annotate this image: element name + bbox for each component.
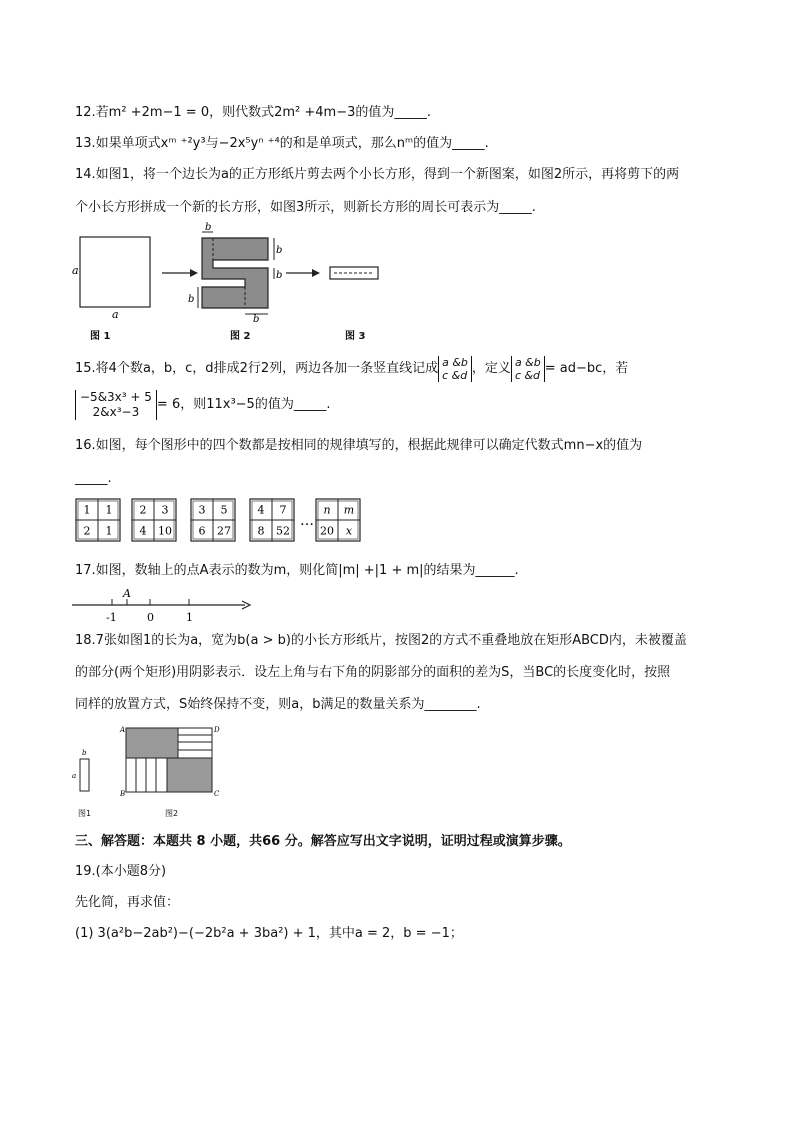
q15-text-c: = ad−bc，若 — [544, 361, 629, 376]
arrow-right-icon — [312, 269, 320, 277]
grid-cell: 52 — [276, 524, 290, 538]
grid-cell: 4 — [139, 524, 147, 538]
number-grids — [74, 497, 374, 549]
shaded-top-left — [126, 728, 178, 758]
number-grid — [250, 499, 294, 541]
question-19-title: 19.(本小题8分) — [75, 864, 167, 879]
svg-text:B: B — [120, 790, 126, 798]
svg-text:C: C — [214, 790, 220, 798]
grid-cell: 2 — [139, 503, 147, 517]
grid-cell: 3 — [198, 503, 206, 517]
svg-text:b: b — [205, 222, 212, 233]
q15-text-d: = 6，则11x³−5的值为_____. — [156, 397, 331, 412]
point-a-label: A — [123, 587, 131, 600]
question-18-line2: 的部分(两个矩形)用阴影表示．设左上角与右下角的阴影部分的面积的差为S，当BC的长度变化时，按照 — [75, 665, 671, 680]
question-12: 12.若m² +2m−1 = 0，则代数式2m² +4m−3的值为_____. — [75, 105, 432, 120]
svg-text:D: D — [214, 726, 220, 734]
tick-label-minus-1: -1 — [106, 611, 117, 624]
question-16-line1: 16.如图，每个图形中的四个数都是按相同的规律填写的，根据此规律可以确定代数式mn−x的值为 — [75, 438, 643, 453]
caption-fig2: 图 2 — [230, 331, 251, 342]
tick-label-1: 1 — [186, 611, 193, 624]
question-14-line1: 14.如图1，将一个边长为a的正方形纸片剪去两个小长方形，得到一个新图案，如图2所示，再将剪下的两 — [75, 167, 680, 182]
number-grid — [316, 499, 360, 541]
shaded-bottom-right — [167, 758, 212, 792]
number-line — [70, 585, 260, 625]
question-13: 13.如果单项式xᵐ ⁺²y³与−2x⁵yⁿ ⁺⁴的和是单项式，那么nᵐ的值为_____. — [75, 136, 489, 151]
q15-text-a: 15.将4个数a，b，c，d排成2行2列，两边各加一条竖直线记成 — [75, 361, 439, 376]
square-shape — [80, 237, 150, 307]
number-grid — [191, 499, 235, 541]
grid-cell: 27 — [217, 524, 231, 538]
determinant-notation: a &b c &d — [438, 356, 472, 382]
question-17-line1: 17.如图，数轴上的点A表示的数为m，则化简|m| +|1 + m|的结果为______. — [75, 563, 519, 578]
caption-q18-fig1: 图1 — [78, 809, 92, 818]
question-19-intro: 先化简，再求值： — [75, 895, 180, 910]
svg-text:b: b — [253, 314, 260, 322]
grid-cell: 4 — [257, 503, 265, 517]
grid-cell: 7 — [279, 503, 287, 517]
svg-text:b: b — [188, 294, 195, 305]
grid-cell: 1 — [105, 524, 113, 538]
grid-cell: x — [345, 524, 353, 538]
q15-text-b: ，定义 — [471, 361, 511, 376]
grid-cell: 2 — [83, 524, 91, 538]
grid-ellipsis: … — [300, 513, 314, 529]
caption-q18-fig2: 图2 — [165, 809, 179, 818]
question-18-line1: 18.7张如图1的长为a，宽为b(a > b)的小长方形纸片，按图2的方式不重叠地放在矩形ABCD内，未被覆盖 — [75, 633, 687, 648]
determinant-equation: −5&3x³ + 5 2&x³−3 — [75, 390, 157, 420]
svg-text:b: b — [276, 245, 283, 256]
question-15-line1 — [75, 356, 628, 382]
determinant-definition: a &b c &d — [511, 356, 545, 382]
svg-text:a: a — [72, 772, 77, 780]
number-grid — [76, 499, 120, 541]
svg-text:A: A — [120, 726, 126, 734]
tick-label-0: 0 — [147, 611, 154, 624]
question-14-line2: 个小长方形拼成一个新的长方形，如图3所示，则新长方形的周长可表示为_____. — [75, 200, 536, 215]
grid-cell: 20 — [320, 524, 334, 538]
small-rectangle — [80, 759, 89, 791]
question-19-part1: (1) 3(a²b−2ab²)−(−2b²a + 3ba²) + 1，其中a = 2，b = −1； — [75, 926, 463, 941]
svg-text:b: b — [276, 270, 283, 281]
caption-fig1: 图 1 — [90, 331, 111, 342]
arrow-right-icon — [190, 269, 198, 277]
grid-cell: 3 — [161, 503, 169, 517]
label-a-bottom: a — [112, 308, 119, 321]
question-16-line2: _____. — [75, 471, 112, 486]
grid-cell: 1 — [105, 503, 113, 517]
question-18-figure — [68, 722, 228, 822]
grid-cell: 6 — [198, 524, 206, 538]
grid-cell: 8 — [257, 524, 265, 538]
cut-shape — [202, 238, 268, 308]
question-14-figure — [68, 222, 398, 322]
number-grid — [132, 499, 176, 541]
svg-text:b: b — [82, 749, 87, 757]
question-18-line3: 同样的放置方式，S始终保持不变，则a，b满足的数量关系为________. — [75, 697, 481, 712]
section-three-heading: 三、解答题：本题共 8 小题，共66 分。解答应写出文字说明，证明过程或演算步骤。 — [75, 834, 571, 849]
grid-cell: m — [343, 503, 355, 517]
question-15-line2 — [75, 390, 330, 420]
label-a-side: a — [72, 264, 79, 277]
caption-fig3: 图 3 — [345, 331, 366, 342]
grid-cell: 5 — [220, 503, 228, 517]
grid-cell: 1 — [83, 503, 91, 517]
grid-cell: n — [323, 503, 331, 517]
grid-cell: 10 — [158, 524, 172, 538]
